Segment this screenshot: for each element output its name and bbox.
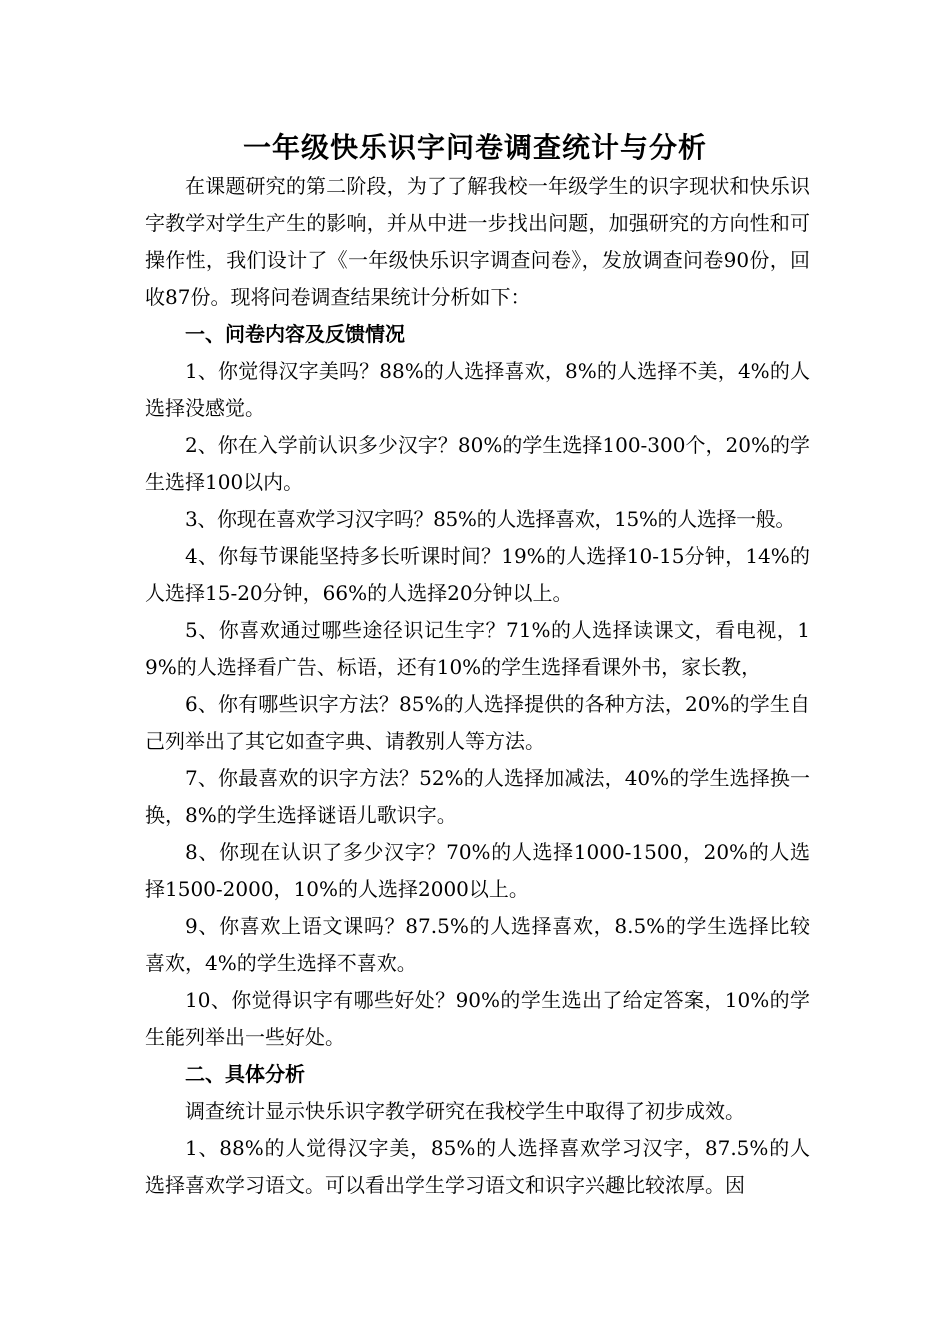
survey-item-5: 5、你喜欢通过哪些途径识记生字？71%的人选择读课文，看电视，19%的人选择看广告、标语，还有10%的学生选择看课外书，家长教， [145,618,810,679]
survey-item-4: 4、你每节课能坚持多长听课时间？19%的人选择10-15分钟，14%的人选择15-20分钟，66%的人选择20分钟以上。 [145,544,810,605]
document-body [145,168,810,1204]
section-heading-1: 一、问卷内容及反馈情况 [185,322,405,346]
survey-item-8: 8、你现在认识了多少汉字？70%的人选择1000-1500，20%的人选择1500-2000，10%的人选择2000以上。 [145,840,810,901]
survey-item-6: 6、你有哪些识字方法？85%的人选择提供的各种方法，20%的学生自己列举出了其它如查字典、请教别人等方法。 [145,692,810,753]
survey-item-9: 9、你喜欢上语文课吗？87.5%的人选择喜欢，8.5%的学生选择比较喜欢，4%的学生选择不喜欢。 [145,914,810,975]
survey-item-2: 2、你在入学前认识多少汉字？80%的学生选择100-300个，20%的学生选择100以内。 [145,433,810,494]
document-title: 一年级快乐识字问卷调查统计与分析 [242,131,707,164]
survey-item-10: 10、你觉得识字有哪些好处？90%的学生选出了给定答案，10%的学生能列举出一些好处。 [145,988,810,1049]
section-heading-2: 二、具体分析 [185,1062,305,1086]
survey-item-7: 7、你最喜欢的识字方法？52%的人选择加减法，40%的学生选择换一换，8%的学生选择谜语儿歌识字。 [145,766,810,827]
intro-paragraph: 在课题研究的第二阶段，为了了解我校一年级学生的识字现状和快乐识字教学对学生产生的影响，并从中进一步找出问题，加强研究的方向性和可操作性，我们设计了《一年级快乐识字调查问卷》，发放调查问卷90份，回收87份。现将问卷调查结果统计分析如下： [145,174,810,309]
survey-item-3: 3、你现在喜欢学习汉字吗？85%的人选择喜欢，15%的人选择一般。 [185,507,796,531]
survey-item-1: 1、你觉得汉字美吗？88%的人选择喜欢，8%的人选择不美，4%的人选择没感觉。 [145,359,810,420]
analysis-item-1: 1、88%的人觉得汉字美，85%的人选择喜欢学习汉字，87.5%的人选择喜欢学习语文。可以看出学生学习语文和识字兴趣比较浓厚。因 [145,1136,810,1197]
analysis-lead: 调查统计显示快乐识字教学研究在我校学生中取得了初步成效。 [185,1099,745,1123]
